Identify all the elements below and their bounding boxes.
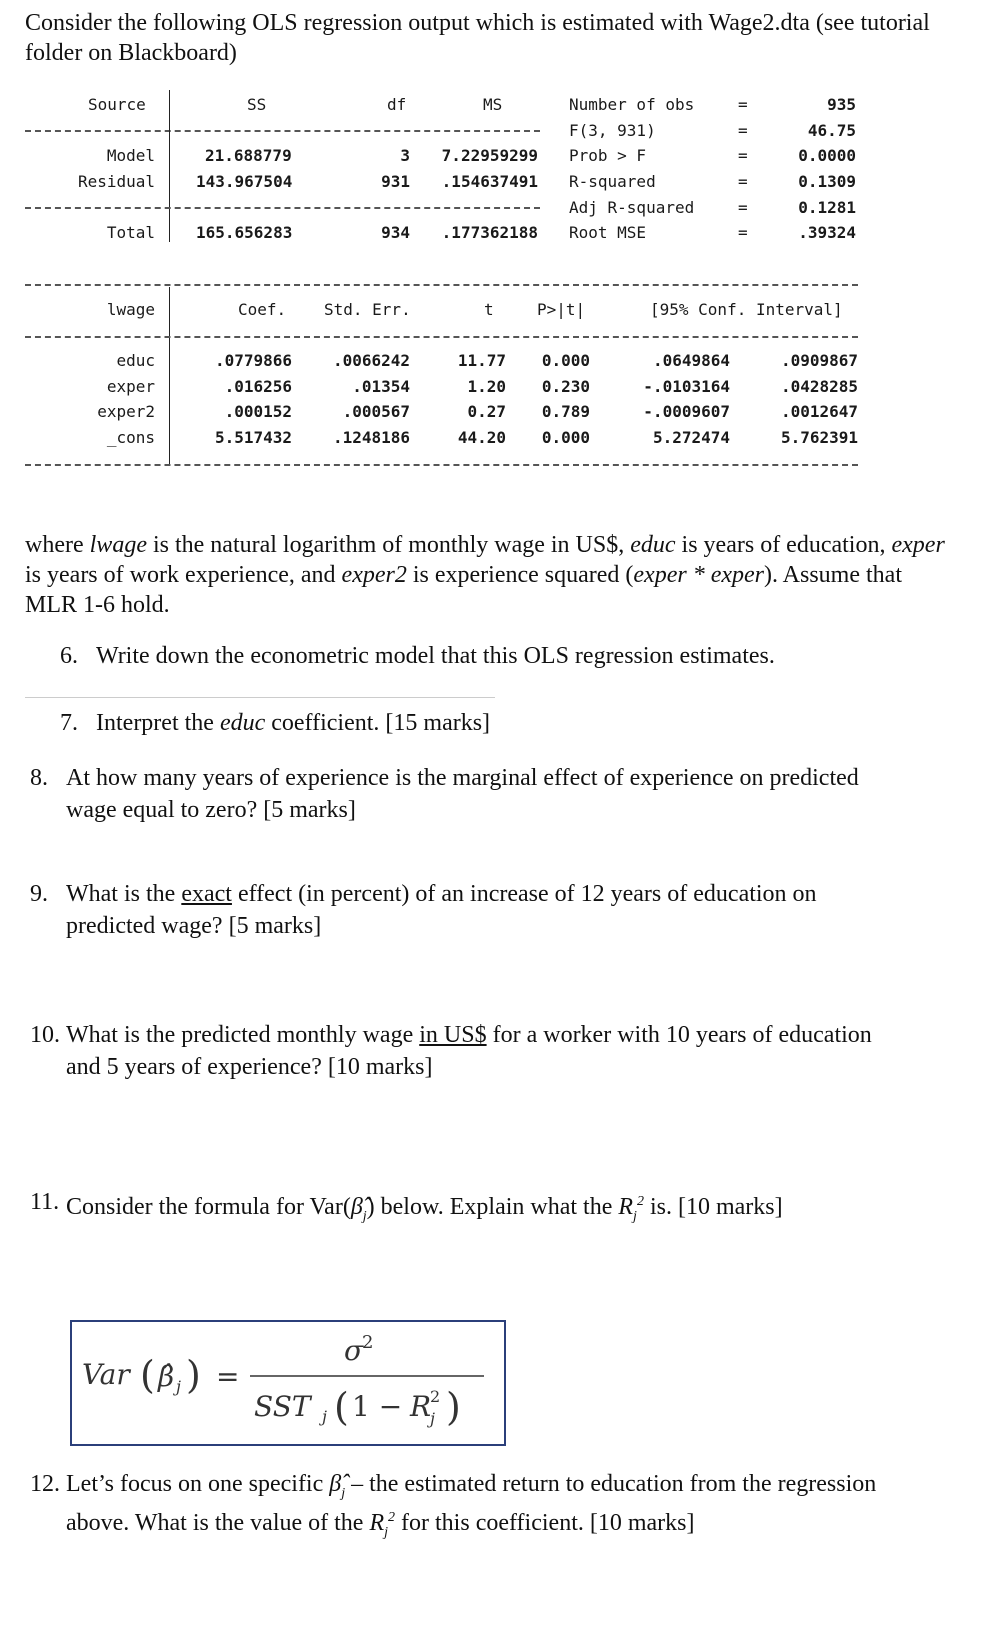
stat-label: Root MSE <box>569 223 647 242</box>
coef-row-coef: 5.517432 <box>214 428 292 447</box>
stat-value: 46.75 <box>807 121 856 140</box>
coef-header-var: lwage <box>106 300 155 319</box>
stat-value: 935 <box>827 95 856 114</box>
variance-formula-box <box>70 1320 506 1446</box>
anova-row-ms: .154637491 <box>441 172 538 191</box>
formula-superscript: 2 <box>430 1387 441 1406</box>
q11-part: ) below. Explain what the <box>366 1194 619 1220</box>
q12-part: – the estimated return to education from the regression <box>345 1471 877 1497</box>
coef-row-ci-high: .0909867 <box>780 351 858 370</box>
coef-rule-top <box>25 284 858 286</box>
coef-row-p: 0.230 <box>541 377 590 396</box>
q10-underlined: in US$ <box>419 1022 487 1048</box>
coef-row-ci-high: .0428285 <box>780 377 858 396</box>
anova-header-ms: MS <box>483 95 503 114</box>
question-number: 9. <box>30 881 48 907</box>
coef-row-se: .01354 <box>352 377 410 396</box>
coef-row-t: 44.20 <box>457 428 506 447</box>
formula-r: R <box>410 1390 432 1423</box>
q9-part: effect (in percent) of an increase of 12 years of education on <box>231 881 817 907</box>
question-text-line2: predicted wage? [5 marks] <box>66 913 322 939</box>
desc-text: is the natural logarithm of monthly wage in US$, <box>146 532 631 558</box>
anova-row-source: Residual <box>77 172 155 191</box>
question-9 <box>30 878 960 942</box>
anova-header-source: Source <box>88 95 146 114</box>
coef-row-p: 0.000 <box>541 351 590 370</box>
coef-row-p: 0.000 <box>541 428 590 447</box>
anova-row-ss: 143.967504 <box>196 172 293 191</box>
question-10 <box>30 1019 960 1083</box>
coef-row-coef: .0779866 <box>214 351 292 370</box>
q10-part: What is the predicted monthly wage <box>66 1022 420 1048</box>
coef-row-var: exper2 <box>97 402 155 421</box>
question-text-line2: wage equal to zero? [5 marks] <box>66 797 356 823</box>
q7-part: coefficient. [15 marks] <box>265 710 491 736</box>
coef-header-coef: Coef. <box>238 300 287 319</box>
question-text-line1 <box>66 878 817 910</box>
coef-row-p: 0.789 <box>541 402 590 421</box>
anova-vertical-rule <box>169 90 170 242</box>
coef-row-var: _cons <box>106 428 155 447</box>
question-number: 6. <box>60 643 78 669</box>
coef-row-ci-low: -.0103164 <box>643 377 730 396</box>
formula-one-minus: 1 − <box>352 1390 403 1423</box>
anova-rule-top <box>25 130 540 132</box>
stat-value: .39324 <box>798 223 856 242</box>
question-text: Write down the econometric model that this OLS regression estimates. <box>96 643 775 669</box>
coef-header-se: Std. Err. <box>324 300 411 319</box>
formula-paren: ) <box>186 1353 201 1397</box>
anova-row-source: Total <box>106 223 155 242</box>
coef-row-se: .1248186 <box>332 428 410 447</box>
anova-row-df: 934 <box>381 223 410 242</box>
question-text-line1: At how many years of experience is the marginal effect of experience on predicted <box>66 765 859 791</box>
desc-var-exper: exper <box>891 532 945 558</box>
formula-paren: ( <box>140 1353 155 1397</box>
coef-row-t: 0.27 <box>467 402 506 421</box>
coef-vertical-rule <box>169 287 170 464</box>
coef-row-se: .0066242 <box>332 351 410 370</box>
coef-row-coef: .016256 <box>224 377 292 396</box>
desc-var-product: exper * exper <box>633 562 764 588</box>
question-text-line1: Let’s focus on one specific $\betâ_j$ – the estimated return to education from the regression <box>66 1471 877 1501</box>
anova-row-ss: 165.656283 <box>196 223 293 242</box>
q11-part: Consider the formula for Var( <box>66 1194 351 1220</box>
stat-label: Prob > F <box>569 146 647 165</box>
coef-row-ci-low: -.0009607 <box>643 402 730 421</box>
formula-lhs-var: Var <box>82 1358 130 1391</box>
desc-var-educ: educ <box>630 532 676 558</box>
desc-text: is years of work experience, and <box>25 562 342 588</box>
coef-rule-header <box>25 336 858 338</box>
anova-header-ss: SS <box>247 95 267 114</box>
q7-var-educ: educ <box>219 710 266 736</box>
question-6 <box>60 640 960 672</box>
question-text: Consider the formula for $Var(\betâ_j)$ below. Explain what the $R_j^2$ is. [10 marks] <box>66 1194 783 1224</box>
anova-row-ss: 21.688779 <box>205 146 292 165</box>
coef-rule-bottom <box>25 464 858 466</box>
formula-subscript: j <box>322 1407 327 1426</box>
anova-row-df: 931 <box>381 172 410 191</box>
q9-underlined: exact <box>181 881 232 907</box>
stat-value: 0.1281 <box>798 198 856 217</box>
coef-row-ci-high: .0012647 <box>780 402 858 421</box>
coef-header-t: t <box>484 300 494 319</box>
stat-value: 0.0000 <box>798 146 856 165</box>
stat-eq: = <box>738 172 748 191</box>
coef-row-coef: .000152 <box>224 402 292 421</box>
desc-text: is experience squared ( <box>406 562 634 588</box>
stat-label: R-squared <box>569 172 656 191</box>
question-8 <box>30 762 960 826</box>
question-7 <box>60 707 960 739</box>
question-text-line1 <box>66 1019 872 1051</box>
formula-numerator: σ <box>344 1334 364 1367</box>
question-11 <box>30 1186 960 1224</box>
formula-paren: ) <box>446 1385 461 1429</box>
coef-row-var: exper <box>106 377 155 396</box>
q11-part: is. [10 marks] <box>643 1194 783 1220</box>
formula-beta-hat: β̂ <box>158 1360 175 1393</box>
variance-formula <box>72 1322 504 1444</box>
formula-subscript: j <box>430 1409 435 1428</box>
coef-row-ci-high: 5.762391 <box>780 428 858 447</box>
anova-row-ms: 7.22959299 <box>441 146 538 165</box>
desc-var-exper2: exper2 <box>341 562 407 588</box>
formula-paren: ( <box>334 1385 349 1429</box>
stat-label: Adj R-squared <box>569 198 695 217</box>
q12-part: above. What is the value of the <box>66 1510 370 1536</box>
coef-row-ci-low: 5.272474 <box>652 428 730 447</box>
stat-label: F(3, 931) <box>569 121 656 140</box>
stat-eq: = <box>738 198 748 217</box>
description-paragraph <box>25 530 955 620</box>
desc-text: is years of education, <box>675 532 892 558</box>
q12-part: Let’s focus on one specific <box>66 1471 330 1497</box>
formula-equals: = <box>216 1360 240 1393</box>
question-number: 10. <box>30 1022 60 1048</box>
stat-eq: = <box>738 95 748 114</box>
q9-part: What is the <box>66 881 182 907</box>
stat-eq: = <box>738 223 748 242</box>
anova-row-df: 3 <box>400 146 410 165</box>
q12-part: for this coefficient. [10 marks] <box>395 1510 695 1536</box>
q7-part: Interpret the <box>96 710 220 736</box>
anova-rule-total <box>25 207 540 209</box>
intro-text: Consider the following OLS regression output which is estimated with Wage2.dta (see tutorial folder on Blackboard) <box>25 10 930 66</box>
coef-header-ci: [95% Conf. Interval] <box>650 300 843 319</box>
question-12 <box>30 1468 970 1538</box>
coef-row-ci-low: .0649864 <box>652 351 730 370</box>
stat-value: 0.1309 <box>798 172 856 191</box>
divider <box>25 697 495 698</box>
stat-label: Number of obs <box>569 95 695 114</box>
question-number: 7. <box>60 710 78 736</box>
anova-row-source: Model <box>106 146 155 165</box>
stat-eq: = <box>738 121 748 140</box>
anova-row-ms: .177362188 <box>441 223 538 242</box>
question-number: 8. <box>30 765 48 791</box>
question-text-line2: above. What is the value of the $R_j^2$ for this coefficient. [10 marks] <box>66 1510 695 1540</box>
question-text <box>96 707 490 739</box>
question-number: 12. <box>30 1471 60 1497</box>
stat-eq: = <box>738 146 748 165</box>
coef-row-se: .000567 <box>342 402 410 421</box>
coef-row-t: 11.77 <box>457 351 506 370</box>
formula-subscript: j <box>176 1377 181 1396</box>
desc-var-lwage: lwage <box>89 532 147 558</box>
q10-part: for a worker with 10 years of education <box>486 1022 872 1048</box>
desc-text: ). Assume that MLR 1-6 hold. <box>25 562 902 618</box>
formula-sst: SST <box>254 1390 311 1423</box>
formula-superscript: 2 <box>362 1332 374 1353</box>
coef-row-var: educ <box>116 351 155 370</box>
question-text-line2: and 5 years of experience? [10 marks] <box>66 1054 433 1080</box>
question-number: 11. <box>30 1189 60 1215</box>
coef-header-p: P>|t| <box>537 300 586 319</box>
desc-text: where <box>25 532 90 558</box>
coef-row-t: 1.20 <box>467 377 506 396</box>
anova-header-df: df <box>387 95 407 114</box>
